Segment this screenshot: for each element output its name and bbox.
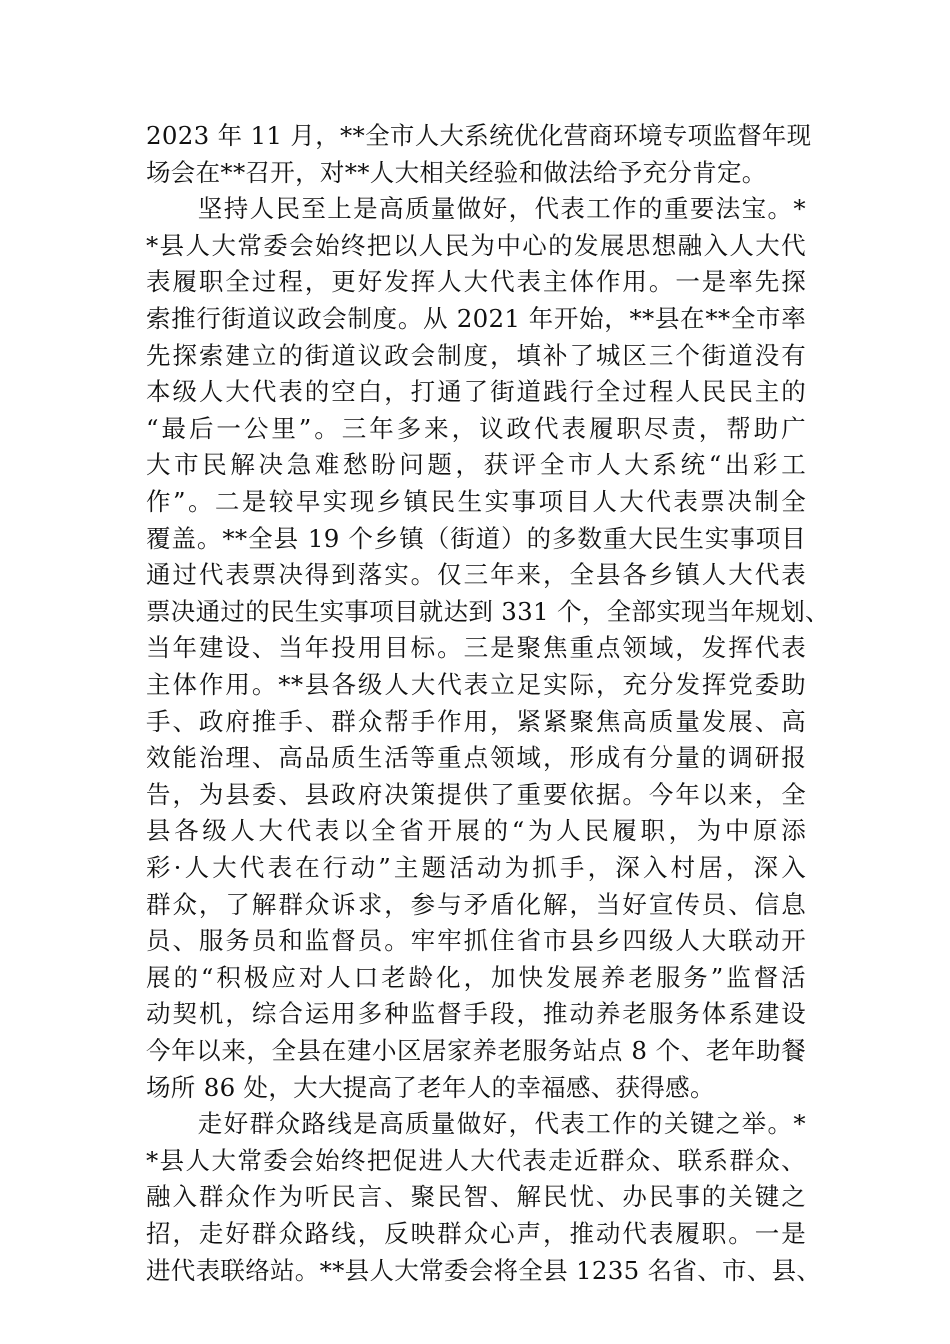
- text-line: 大市民解决急难愁盼问题，获评全市人大系统“出彩工: [146, 450, 806, 480]
- text-line: 效能治理、高品质生活等重点领域，形成有分量的调研报: [146, 743, 806, 773]
- text-line: 通过代表票决得到落实。仅三年来，全县各乡镇人大代表: [146, 560, 806, 590]
- text-line: 主体作用。**县各级人大代表立足实际，充分发挥党委助: [146, 670, 806, 699]
- text-line: 覆盖。**全县 19 个乡镇（街道）的多数重大民生实事项目: [146, 523, 806, 553]
- text-line: 手、政府推手、群众帮手作用，紧紧聚焦高质量发展、高: [146, 706, 806, 736]
- text-line: 员、服务员和监督员。牢牢抓住省市县乡四级人大联动开: [146, 926, 806, 956]
- text-line: 动契机，综合运用多种监督手段，推动养老服务体系建设: [146, 999, 806, 1029]
- text-line: 彩·人大代表在行动”主题活动为抓手，深入村居，深入: [146, 853, 806, 882]
- text-line: 场会在**召开，对**人大相关经验和做法给予充分肯定。: [146, 157, 767, 187]
- text-line: *县人大常委会始终把促进人大代表走近群众、联系群众、: [146, 1145, 806, 1175]
- text-line: *县人大常委会始终把以人民为中心的发展思想融入人大代: [146, 230, 806, 260]
- text-line: “最后一公里”。三年多来，议政代表履职尽责，帮助广: [146, 413, 806, 443]
- text-line: 作”。二是较早实现乡镇民生实事项目人大代表票决制全: [146, 487, 806, 516]
- text-line: 当年建设、当年投用目标。三是聚焦重点领域，发挥代表: [146, 633, 806, 663]
- text-line: 今年以来，全县在建小区居家养老服务站点 8 个、老年助餐: [146, 1036, 806, 1065]
- text-line: 展的“积极应对人口老龄化，加快发展养老服务”监督活: [146, 962, 806, 992]
- text-line: 索推行街道议政会制度。从 2021 年开始，**县在**全市率: [146, 304, 806, 333]
- text-line: 群众，了解群众诉求，参与矛盾化解，当好宣传员、信息: [146, 889, 806, 919]
- text-line: 本级人大代表的空白，打通了街道践行全过程人民民主的: [146, 377, 806, 407]
- text-line: 表履职全过程，更好发挥人大代表主体作用。一是率先探: [146, 267, 806, 297]
- text-line: 融入群众作为听民言、聚民智、解民忧、办民事的关键之: [146, 1182, 806, 1212]
- text-line: 先探索建立的街道议政会制度，填补了城区三个街道没有: [146, 340, 806, 370]
- text-line: 场所 86 处，大大提高了老年人的幸福感、获得感。: [146, 1072, 715, 1102]
- text-line: 告，为县委、县政府决策提供了重要依据。今年以来，全: [146, 779, 806, 809]
- text-line: 2023 年 11 月，**全市人大系统优化营商环境专项监督年现: [146, 121, 812, 150]
- text-line: 走好群众路线是高质量做好，代表工作的关键之举。*: [146, 1109, 806, 1139]
- text-line: 票决通过的民生实事项目就达到 331 个，全部实现当年规划、: [146, 596, 830, 626]
- text-line: 县各级人大代表以全省开展的“为人民履职，为中原添: [146, 816, 806, 846]
- text-line: 招，走好群众路线，反映群众心声，推动代表履职。一是: [146, 1219, 806, 1248]
- text-line: 进代表联络站。**县人大常委会将全县 1235 名省、市、县、: [146, 1255, 822, 1285]
- text-line: 坚持人民至上是高质量做好，代表工作的重要法宝。*: [146, 194, 806, 224]
